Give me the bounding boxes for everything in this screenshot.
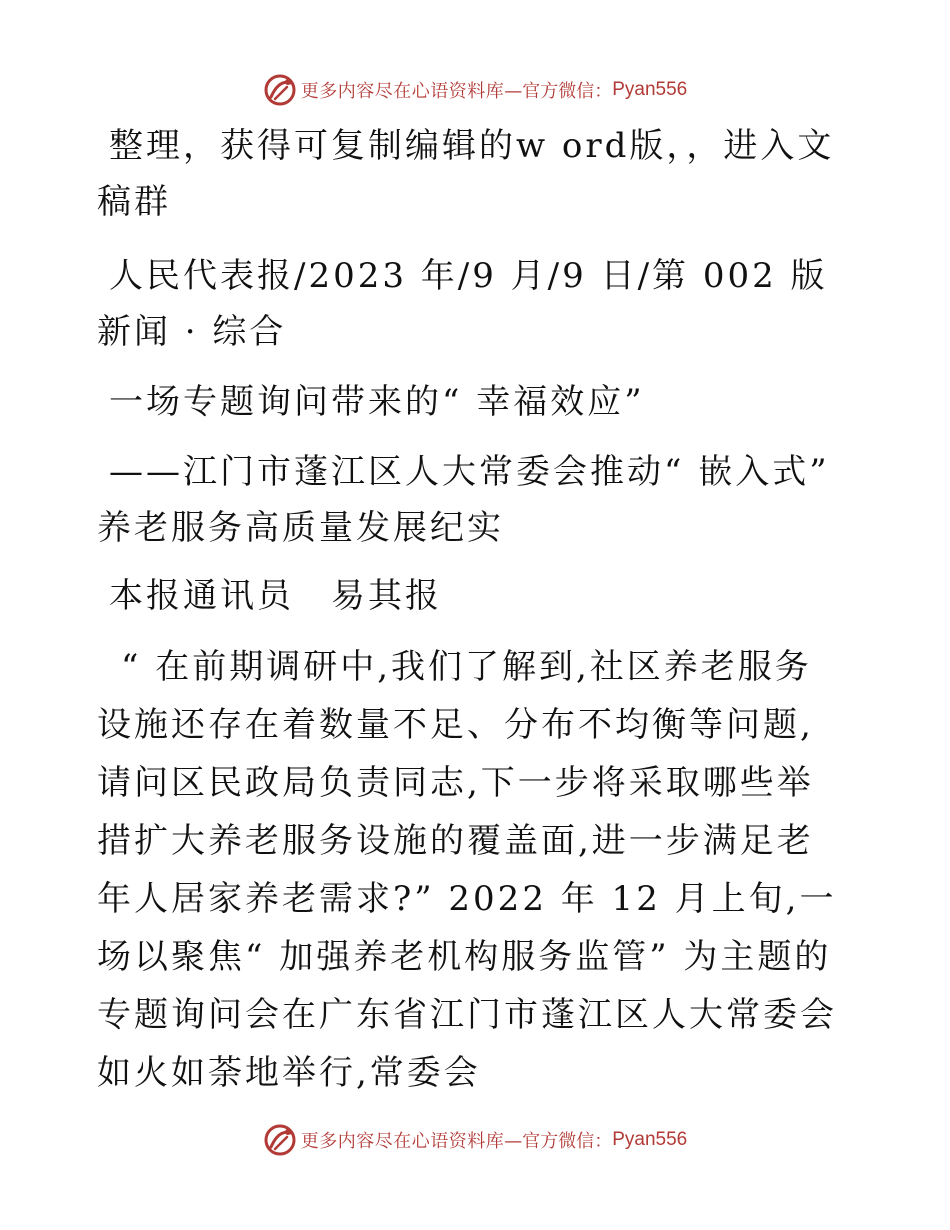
intro-paragraph: 整理，获得可复制编辑的w ord版，，进入文稿群 <box>97 126 835 222</box>
banner-text: 更多内容尽在心语资料库 <box>300 81 505 102</box>
banner-separator: —官方微信： <box>504 81 613 102</box>
article-subtitle: ——江门市蓬江区人大常委会推动“ 嵌入式” 养老服务高质量发展纪实 <box>97 452 830 548</box>
banner-text: 更多内容尽在心语资料库 <box>300 1131 505 1152</box>
banner-separator: —官方微信： <box>504 1131 613 1152</box>
banner-wechat-id: Pyan556 <box>612 1129 688 1150</box>
source-line: 人民代表报/2023 年/9 月/9 日/第 002 版新闻 · 综合 <box>97 256 828 352</box>
byline: 本报通讯员 易其报 <box>109 576 442 616</box>
header-banner <box>0 70 950 110</box>
brand-logo-icon <box>263 73 297 107</box>
body-paragraph: “ 在前期调研中,我们了解到,社区养老服务设施还存在着数量不足、分布不均衡等问题,请问区民政局负责同志,下一步将采取哪些举措扩大养老服务设施的覆盖面,进一步满足老年人居家养老需求?” 2022 年 12 月上旬,一场以聚焦“ 加强养老机构服务监管” 为主题的专题询问会在广东省江门市蓬江区人大常委会如火如荼地举行,常委会 <box>97 647 837 1093</box>
article-title: 一场专题询问带来的“ 幸福效应” <box>109 382 645 422</box>
footer-banner <box>0 1120 950 1160</box>
document-content <box>97 118 842 1102</box>
banner-wechat-id: Pyan556 <box>612 79 688 100</box>
brand-logo-icon <box>263 1123 297 1157</box>
